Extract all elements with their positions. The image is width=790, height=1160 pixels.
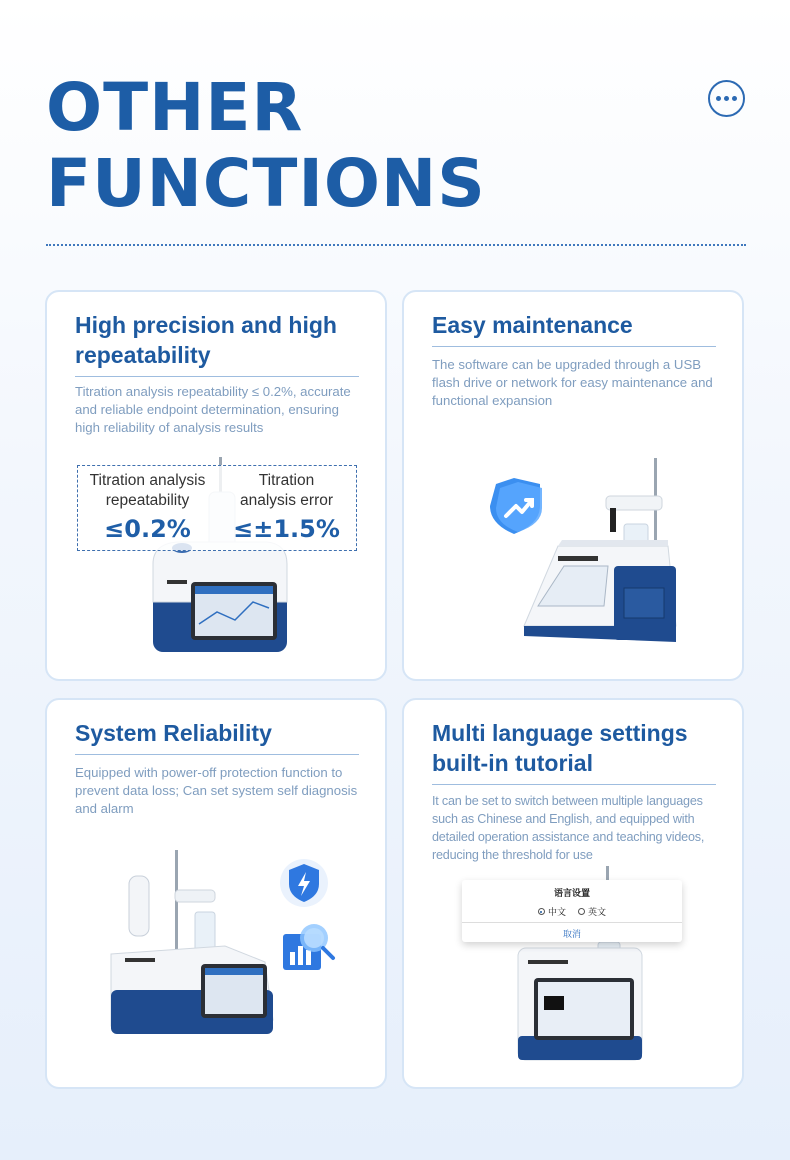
stat-label-line-1: Titration analysis bbox=[89, 472, 206, 489]
page-title-line-2: FUNCTIONS bbox=[46, 145, 486, 222]
card-maintenance bbox=[402, 290, 744, 681]
card-title bbox=[432, 718, 688, 778]
card-title: Easy maintenance bbox=[432, 312, 633, 338]
dialog-divider bbox=[462, 922, 682, 923]
stat-label-line-2: repeatability bbox=[105, 492, 190, 509]
stat-label-line-2: analysis error bbox=[239, 492, 334, 509]
card-precision bbox=[45, 290, 387, 681]
card-title-line-2: built-in tutorial bbox=[432, 750, 593, 776]
card-title-line-2: repeatability bbox=[75, 342, 211, 368]
card-title-line-1: Multi language settings bbox=[432, 720, 688, 746]
card-reliability bbox=[45, 698, 387, 1089]
card-language bbox=[402, 698, 744, 1089]
card-title bbox=[75, 310, 337, 370]
card-title: System Reliability bbox=[75, 720, 272, 746]
section-divider bbox=[46, 244, 746, 246]
card-rule bbox=[432, 784, 716, 785]
more-dots-icon[interactable] bbox=[708, 80, 745, 117]
card-rule bbox=[75, 376, 359, 377]
card-description: Titration analysis repeatability ≤ 0.2%, accurate and reliable endpoint determination, ensuring high reliability of analysis results bbox=[75, 384, 351, 435]
page-title-line-1: OTHER bbox=[46, 69, 304, 146]
card-rule bbox=[432, 346, 716, 347]
stats-box bbox=[77, 465, 357, 551]
language-dialog bbox=[462, 880, 682, 942]
option-label: 中文 bbox=[547, 907, 566, 917]
titrator-device-image bbox=[105, 850, 285, 1050]
card-description: It can be set to switch between multiple languages such as Chinese and English, and equipped with detailed operation assistance and teaching videos, reducing the threshold for use bbox=[432, 794, 705, 862]
card-description: Equipped with power-off protection function to prevent data loss; Can set system self diagnosis and alarm bbox=[75, 765, 358, 816]
option-chinese[interactable] bbox=[538, 905, 566, 918]
language-options bbox=[462, 905, 682, 918]
card-title-line-1: High precision and high bbox=[75, 312, 337, 338]
stat-value: ≤0.2% bbox=[104, 515, 191, 543]
stat-label-line-1: Titration bbox=[258, 472, 315, 489]
page-title bbox=[46, 70, 486, 222]
dialog-title: 语言设置 bbox=[553, 888, 590, 898]
cancel-button[interactable]: 取消 bbox=[562, 929, 581, 939]
card-description: The software can be upgraded through a USB flash drive or network for easy maintenance and functional expansion bbox=[432, 357, 713, 408]
stat-value: ≤±1.5% bbox=[233, 515, 340, 543]
option-english[interactable] bbox=[578, 905, 606, 918]
power-shield-icon bbox=[279, 856, 329, 910]
radio-selected-icon[interactable] bbox=[538, 908, 545, 915]
titrator-device-image bbox=[518, 456, 686, 656]
radio-icon[interactable] bbox=[578, 908, 585, 915]
chart-search-icon bbox=[281, 920, 337, 974]
stat-repeatability bbox=[78, 466, 217, 550]
stat-error bbox=[217, 466, 356, 550]
card-rule bbox=[75, 754, 359, 755]
option-label: 英文 bbox=[588, 907, 607, 917]
